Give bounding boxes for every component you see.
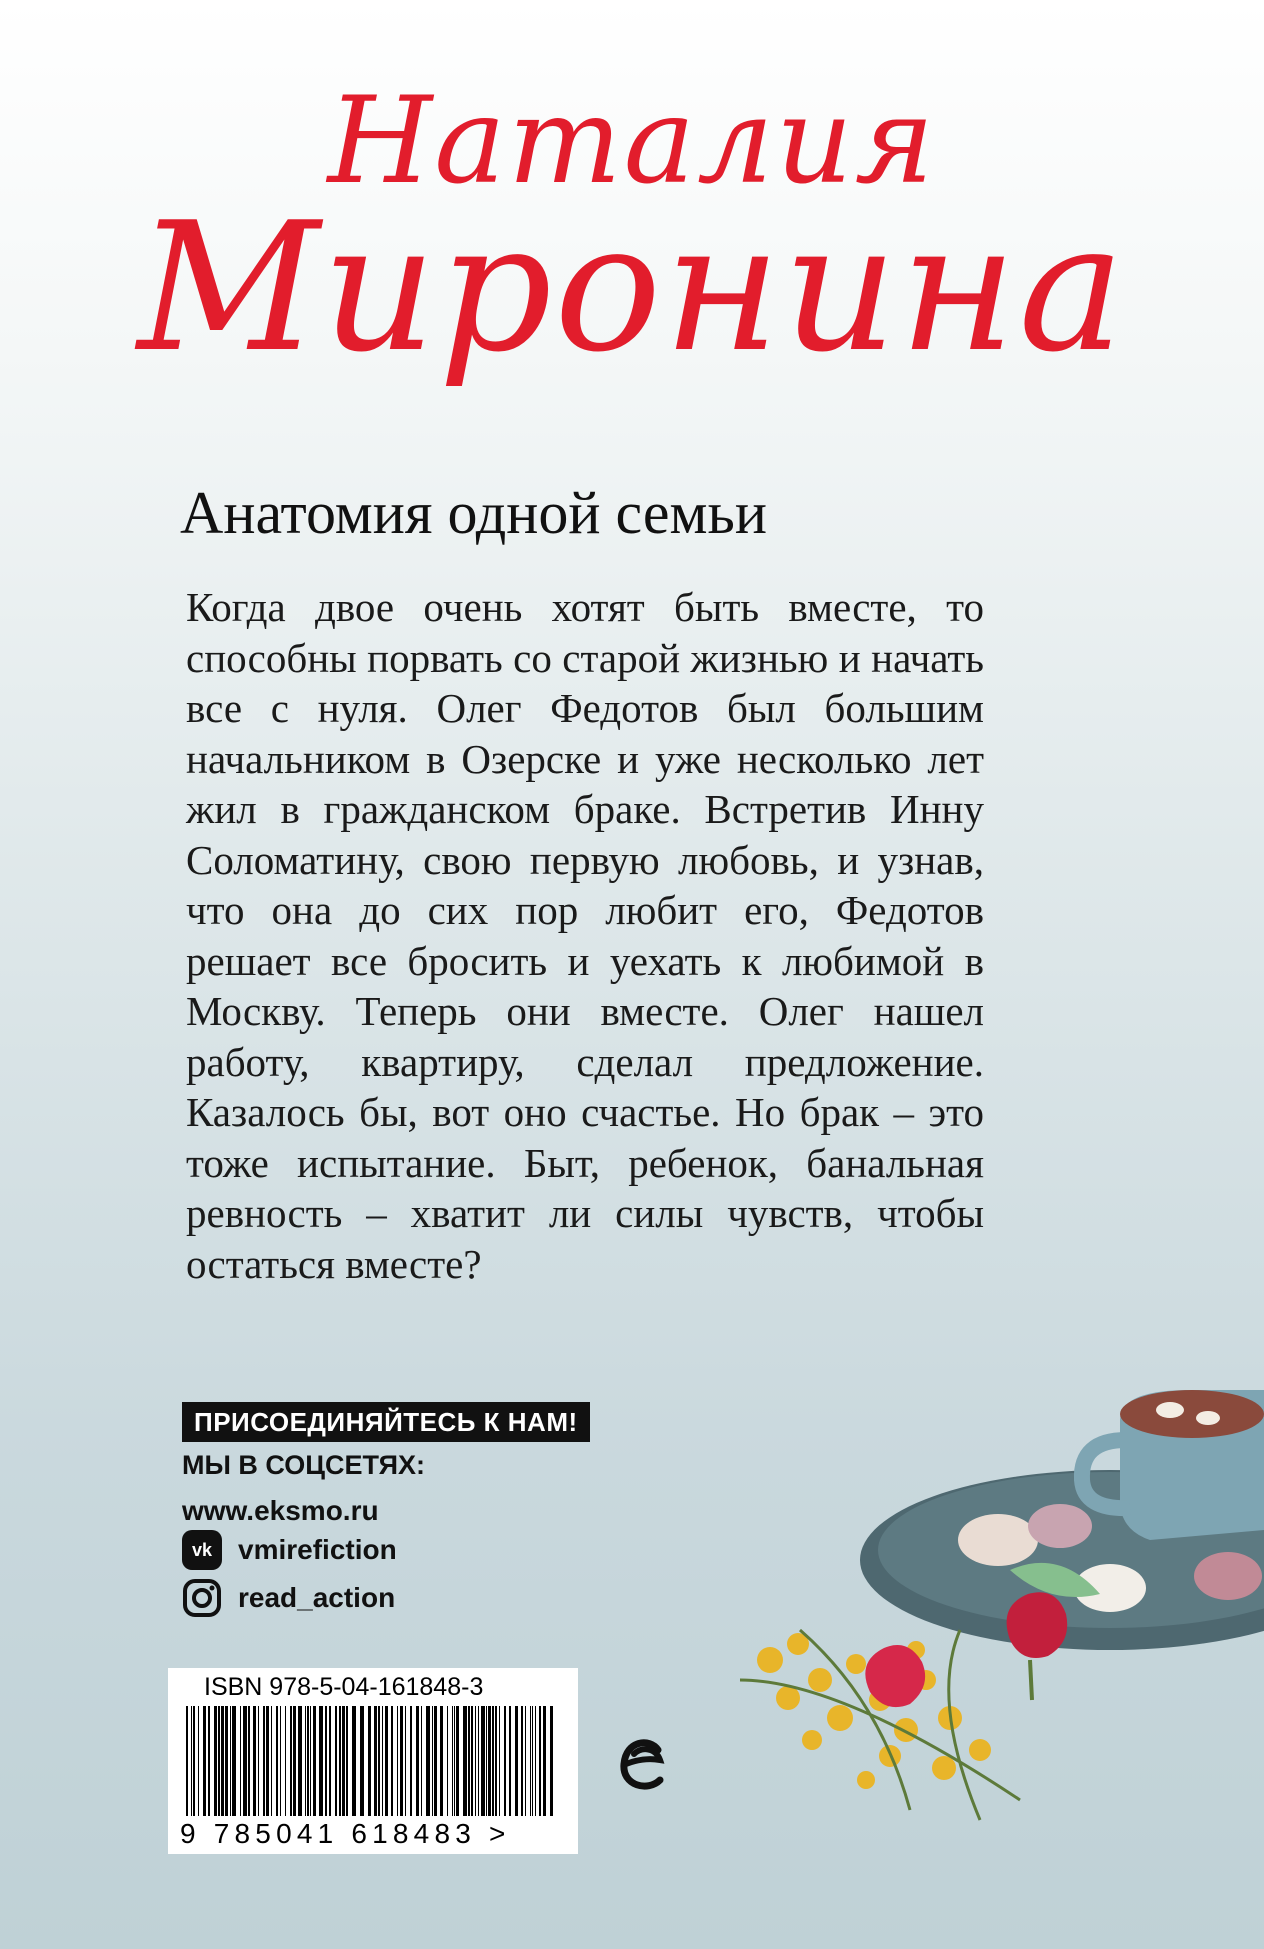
barcode-bar: [486, 1706, 487, 1816]
barcode-bar: [488, 1706, 491, 1816]
barcode-bar: [214, 1706, 217, 1816]
barcode-bar: [191, 1706, 192, 1816]
instagram-icon: [182, 1578, 222, 1618]
barcode-bar: [447, 1706, 448, 1816]
barcode-bar: [378, 1706, 380, 1816]
barcode-bar: [385, 1706, 388, 1816]
barcode-bar: [243, 1706, 247, 1816]
barcode-bar: [471, 1706, 473, 1816]
barcode-bar: [310, 1706, 311, 1816]
barcode-bar: [410, 1706, 412, 1816]
barcode-bar: [276, 1706, 278, 1816]
barcode-bar: [290, 1706, 292, 1816]
barcode-bar: [426, 1706, 430, 1816]
barcode-bar: [313, 1706, 316, 1816]
barcode-bar: [478, 1706, 479, 1816]
barcode-bar: [335, 1706, 337, 1816]
join-us-banner: ПРИСОЕДИНЯЙТЕСЬ К НАМ!: [182, 1402, 590, 1442]
barcode-bar: [342, 1706, 345, 1816]
barcode-bar: [271, 1706, 272, 1816]
barcode-bar: [468, 1706, 470, 1816]
barcode-bar: [285, 1706, 286, 1816]
barcode-bar: [298, 1706, 302, 1816]
barcode-bar: [421, 1706, 422, 1816]
barcode-bar: [208, 1706, 210, 1816]
barcode-bar: [440, 1706, 443, 1816]
barcode-bar: [230, 1706, 231, 1816]
barcode-bar: [293, 1706, 296, 1816]
eksmo-logo-icon: [612, 1730, 672, 1800]
barcode-bar: [329, 1706, 331, 1816]
barcode-bar: [463, 1706, 467, 1816]
barcode-bar: [186, 1706, 188, 1816]
barcode-bar: [550, 1706, 553, 1816]
author-last-name: Миронина: [137, 184, 1127, 391]
annotation-text: Когда двое очень хотят быть вместе, то способны порвать со старой жизнью и начать все с нуля. Олег Федотов был большим начальником в Озерске и уже несколько лет жил в гражданском браке. Встретив Инну Соломатину, свою первую любовь, и узнав, что она до сих пор любит его, Федотов решает все бросить и уехать к любимой в Москву. Теперь они вместе. Олег нашел работу, квартиру, сделал предложение. Казалось бы, вот оно счастье. Но брак – это тоже испытание. Быт, ребенок, банальная ревность – хватит ли силы чувств, чтобы остаться вместе?: [186, 584, 984, 1287]
barcode-bar: [504, 1706, 506, 1816]
barcode-bar: [416, 1706, 419, 1816]
barcode-panel: [168, 1668, 578, 1854]
still-life-illustration: [680, 1380, 1264, 1840]
barcode-bar: [232, 1706, 236, 1816]
barcode-bar: [530, 1706, 531, 1816]
barcode-bar: [240, 1706, 241, 1816]
barcode-bar: [248, 1706, 250, 1816]
barcode-bar: [434, 1706, 437, 1816]
barcode-bar: [539, 1706, 541, 1816]
barcode-bar: [203, 1706, 206, 1816]
barcode-bar: [543, 1706, 546, 1816]
barcode-bar: [400, 1706, 403, 1816]
barcode-bar: [218, 1706, 220, 1816]
instagram-handle: read_action: [238, 1582, 396, 1613]
barcode-bar: [454, 1706, 455, 1816]
barcode-bar: [535, 1706, 536, 1816]
instagram-link[interactable]: [182, 1576, 395, 1620]
barcode-bar: [525, 1706, 526, 1816]
isbn-label: ISBN 978-5-04-161848-3: [204, 1673, 484, 1701]
barcode-bar: [521, 1706, 523, 1816]
vk-handle: vmirefiction: [238, 1534, 397, 1565]
barcode-bar: [280, 1706, 281, 1816]
barcode-bar: [325, 1706, 327, 1816]
barcode-bar: [532, 1706, 533, 1816]
barcode-bar: [475, 1706, 476, 1816]
barcode-bar: [221, 1706, 224, 1816]
barcode-bar: [360, 1706, 364, 1816]
barcode-bar: [432, 1706, 433, 1816]
barcode-bar: [346, 1706, 348, 1816]
barcode-bar: [452, 1706, 453, 1816]
barcode-bar: [339, 1706, 341, 1816]
barcode-bar: [495, 1706, 497, 1816]
barcode-bar: [382, 1706, 383, 1816]
barcode-bars: [180, 1706, 566, 1816]
barcode-bar: [225, 1706, 228, 1816]
barcode-bar: [193, 1706, 195, 1816]
vk-link[interactable]: [182, 1528, 397, 1572]
barcode-bar: [258, 1706, 259, 1816]
barcode-bar: [352, 1706, 356, 1816]
website-link[interactable]: www.eksmo.ru: [182, 1495, 379, 1526]
barcode-bar: [319, 1706, 323, 1816]
barcode-bar: [492, 1706, 494, 1816]
barcode-bar: [368, 1706, 371, 1816]
barcode-bar: [499, 1706, 500, 1816]
barcode-bar: [266, 1706, 269, 1816]
book-title: Анатомия одной семьи: [180, 480, 767, 546]
barcode-bar: [253, 1706, 256, 1816]
vk-icon: vk: [182, 1530, 222, 1570]
barcode-bar: [397, 1706, 398, 1816]
barcode-bar: [391, 1706, 393, 1816]
barcode-bar: [481, 1706, 485, 1816]
barcode-bar: [456, 1706, 459, 1816]
barcode-bar: [263, 1706, 265, 1816]
barcode-bar: [198, 1706, 199, 1816]
author-first-name: Наталия: [327, 72, 937, 211]
social-heading: МЫ В СОЦСЕТЯХ:: [182, 1450, 426, 1480]
barcode-bar: [405, 1706, 406, 1816]
barcode-bar: [515, 1706, 518, 1816]
barcode-bar: [509, 1706, 511, 1816]
barcode-bar: [305, 1706, 306, 1816]
barcode-digits: 9 785041 618483 >: [180, 1818, 511, 1849]
barcode-bar: [374, 1706, 377, 1816]
barcode-bar: [307, 1706, 309, 1816]
